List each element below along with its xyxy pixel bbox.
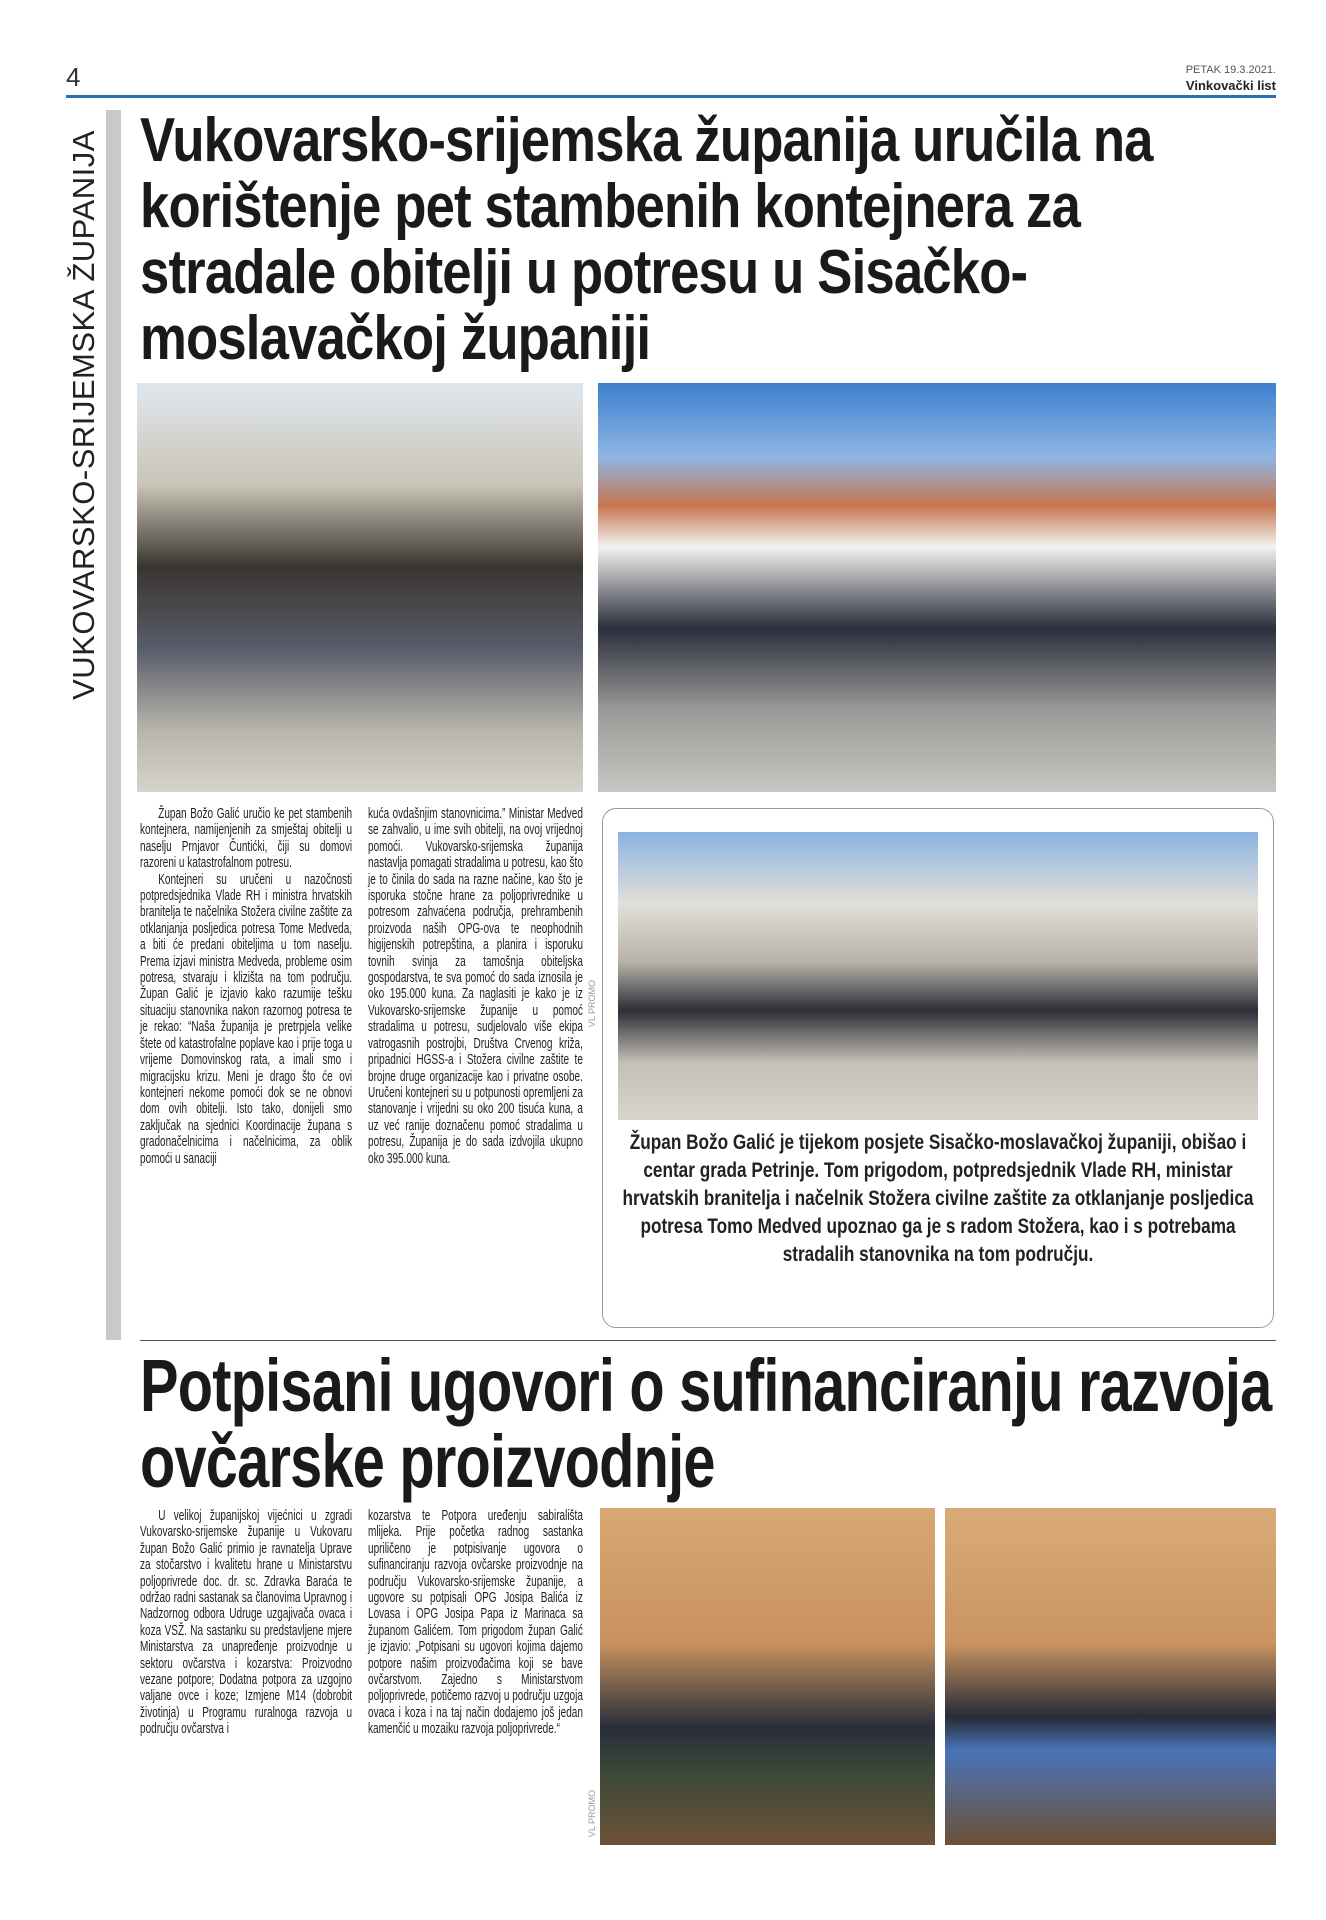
paragraph: Kontejneri su uručeni u nazočnosti potpredsjednika Vlade RH i ministra hrvatskih branitelja te načelnika Stožera civilne zaštite za otklanjanja posljedica potresa Tome Medveda, a biti će predani obiteljima u tom naselju. Prema izjavi ministra Medveda, probleme osim potresa, stvaraju i klizišta na tom području. Župan Galić je izjavio kako razumije tešku situaciju stanovnika nakon razornog potresa te je rekao: “Naša županija je pretrpjela velike štete od katastrofalne poplave kao i prije toga u vrijeme Domovinskog rata, a imali smo i migracijsku krizu. Meni je drago što će ovi kontejneri nekome pomoći dok se ne obnovi dom ovih obitelji. Isto tako, donijeli smo zaključak na sjednici Koordinacije župana s gradonačelnicima i načelnicima, za oblik pomoći u sanaciji <box>140 871 353 1167</box>
photo-credit: VL PROMO <box>587 1790 597 1838</box>
photo-press-containers <box>598 383 1276 792</box>
photo-caption: Župan Božo Galić je tijekom posjete Sisačko-moslavačkoj županiji, obišao i centar grada Petrinje. Tom prigodom, potpredsjednik Vlade RH, ministar hrvatskih branitelja i načelnik Stožera civilne zaštite za otklanjanje posljedica potresa Tomo Medved upoznao ga je s radom Stožera, kao i s potrebama stradalih stanovnika na tom području. <box>622 1130 1254 1266</box>
paragraph: kuća ovdašnjim stanovnicima.” Ministar Medved se zahvalio, u ime svih obitelji, na ovoj vrijednoj pomoći. Vukovarsko-srijemska županija nastavlja pomagati stradalima u potresu, kao što je to činila do sada na razne načine, kao što je isporuka stočne hrane za poljoprivrednike u potresom zahvaćena područja, prehrambenih proizvoda naših OPG-ova te neophodnih higijenskih potrepština, a planira i isporuku tovnih svinja za tamošnja obiteljska gospodarstva, te sva pomoć do sada iznosila je oko 195.000 kuna. Za naglasiti je kako je iz Vukovarsko-srijemske županije u pomoć stradalima u potresu, sudjelovalo više ekipa vatrogasnih postrojbi, Društva Crvenog križa, pripadnici HGSS-a i Stožera civilne zaštite te brojne druge organizacije kao i privatne osobe. Uručeni kontejneri su u potpunosti opremljeni za stanovanje i vrijedni su oko 200 tisuća kuna, a uz već ranije doznačenu pomoć stradalima u potresu, Županija je do sada izdvojila ukupno oko 395.000 kuna. <box>368 806 583 1167</box>
section-label-text: VUKOVARSKO-SRIJEMSKA ŽUPANIJA <box>66 130 101 700</box>
section-bar <box>106 110 121 1340</box>
newspaper-name: Vinkovački list <box>1185 78 1276 93</box>
paragraph: Župan Božo Galić uručio ke pet stambenih kontejnera, namijenjenih za smještaj obitelji u naselju Prnjavor Čuntićki, čiji su domovi razoreni u katastrofalnom potresu. <box>140 806 353 872</box>
article1-column-1 <box>140 806 352 1167</box>
article2-headline: Potpisani ugovori o sufinanciranju razvoja ovčarske proizvodnje <box>140 1344 1272 1503</box>
paragraph: kozarstva te Potpora uređenju sabirališta mlijeka. Prije početka radnog sastanka upriličeno je potpisivanje ugovora o sufinanciranju razvoja ovčarske proizvodnje na području Vukovarsko-srijemske županije, a ugovore su potpisali OPG Josipa Balića iz Lovasa i OPG Josipa Papa iz Marinaca sa županom Galićem. Tom prigodom župan Galić je izjavio: „Potpisani su ugovori kojima dajemo potpore našim proizvođačima koji se bave ovčarstvom. Zajedno s Ministarstvom poljoprivrede, potičemo razvoj u području uzgoja ovaca i koza i na taj način dodajemo još jedan kamenčić u mozaiku razvoja poljoprivrede.“ <box>368 1508 583 1738</box>
photo-credit: VL PROMO <box>587 980 597 1028</box>
page-number: 4 <box>66 62 81 92</box>
photo-handshake-2 <box>945 1508 1276 1845</box>
article2-column-2 <box>368 1508 583 1738</box>
article1-column-2 <box>368 806 583 1167</box>
paragraph: U velikoj županijskoj vijećnici u zgradi Vukovarsko-srijemske županije u Vukovaru župan Božo Galić primio je ravnatelja Uprave za stočarstvo i kvalitetu hrane u Ministarstvu poljoprivrede doc. dr. sc. Zdravka Baraća te održao radni sastanak sa članovima Upravnog i Nadzornog odbora Udruge uzgajivača ovaca i koza VSŽ. Na sastanku su predstavljene mjere Ministarstva za unapređenje proizvodnje u sektoru ovčarstva i kozarstva: Proizvodno vezane potpore; Dodatna potpora za uzgojno valjane ovce i koze; Izmjene M14 (dobrobit životinja) u Programu ruralnoga razvoja u području ovčarstva i <box>140 1508 353 1738</box>
issue-date: PETAK 19.3.2021. <box>1185 64 1276 76</box>
photo-petrinja-center <box>618 832 1258 1120</box>
photo-residents-group <box>137 383 583 792</box>
article1-headline: Vukovarsko-srijemska županija uručila na korištenje pet stambenih kontejnera za stradale obitelji u potresu u Sisačko-moslavačkoj županiji <box>140 106 1153 373</box>
photo-handshake-1 <box>600 1508 935 1845</box>
header-rule <box>66 95 1276 98</box>
article2-column-1 <box>140 1508 352 1738</box>
section-label <box>66 110 102 720</box>
article-divider <box>140 1340 1276 1341</box>
